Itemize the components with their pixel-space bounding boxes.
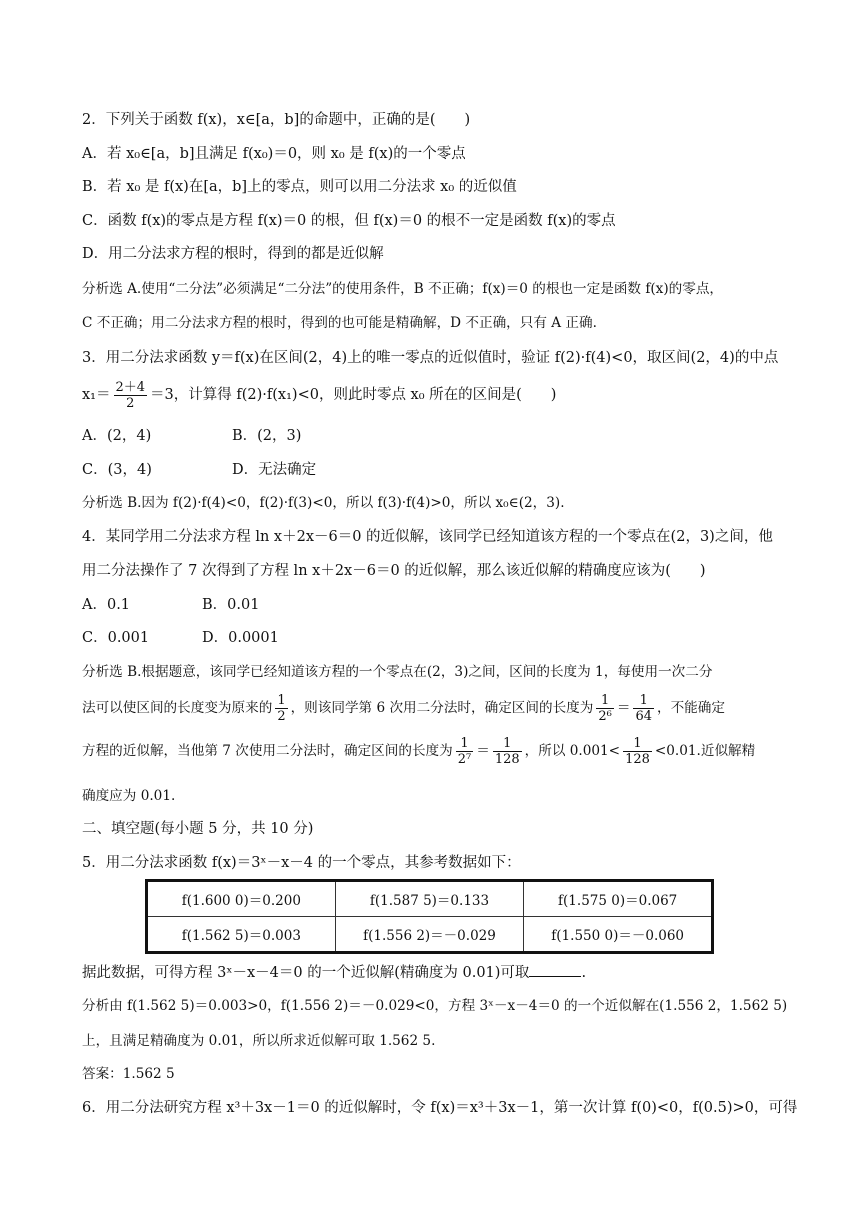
fraction-numerator: 1 xyxy=(596,693,613,709)
q4-stem-line1: 4．某同学用二分法求方程 ln x＋2x－6＝0 的近似解，该同学已经知道该方程的一个零点在(2，3)之间，他 xyxy=(82,529,773,545)
table-cell: f(1.562 5)＝0.003 xyxy=(147,917,336,953)
q4-options-row1 xyxy=(82,594,790,616)
q5-analysis-line1: 分析由 f(1.562 5)＝0.003>0，f(1.556 2)＝－0.029<0，方程 3ˣ－x－4＝0 的一个近似解在(1.556 2，1.562 5) xyxy=(82,998,788,1014)
section-heading: 二、填空题(每小题 5 分，共 10 分) xyxy=(82,821,314,837)
q2-analysis-line2: C 不正确；用二分法求方程的根时，得到的也可能是精确解，D 不正确，只有 A 正确. xyxy=(82,315,597,331)
q4-analysis-text: 法可以使区间的长度变为原来的 xyxy=(82,700,273,716)
q3-option-a: A．(2，4) xyxy=(82,428,152,444)
fraction-denominator: 2⁷ xyxy=(457,752,472,767)
q3-option-b: B．(2，3) xyxy=(232,428,302,444)
fraction-numerator: 1 xyxy=(623,736,652,752)
q3-x1-label: x₁＝ xyxy=(82,387,111,403)
answer-blank xyxy=(529,962,581,977)
fraction-numerator: 1 xyxy=(633,693,654,709)
q4-options-row2 xyxy=(82,627,790,649)
q2-stem: 2．下列关于函数 f(x)，x∈[a，b]的命题中，正确的是( ) xyxy=(82,112,471,128)
q3-options-row2 xyxy=(82,459,790,481)
table-row xyxy=(147,917,713,953)
q4-analysis-line3 xyxy=(82,733,790,769)
fraction-numerator: 1 xyxy=(493,736,522,752)
q6-stem: 6．用二分法研究方程 x³＋3x－1＝0 的近似解时，令 f(x)＝x³＋3x－1，第一次计算 f(0)<0，f(0.5)>0，可得 xyxy=(82,1100,798,1116)
q3-stem-tail: ＝3，计算得 f(2)·f(x₁)<0，则此时零点 x₀ 所在的区间是( ) xyxy=(150,387,557,403)
table-row xyxy=(147,881,713,917)
q5-answer: 答案：1.562 5 xyxy=(82,1066,175,1082)
q4-analysis-text: ，所以 0.001< xyxy=(524,743,621,759)
q3-midpoint-fraction xyxy=(114,380,148,411)
q3-analysis: 分析选 B.因为 f(2)·f(4)<0，f(2)·f(3)<0，所以 f(3)·f(4)>0，所以 x₀∈(2，3). xyxy=(82,495,565,511)
q4-analysis-text: <0.01.近似解精 xyxy=(654,743,756,759)
fraction-denominator: 2⁶ xyxy=(598,709,612,724)
q4-analysis-text: ，则该同学第 6 次用二分法时，确定区间的长度为 xyxy=(290,700,594,716)
q5-question-text: 据此数据，可得方程 3ˣ－x－4＝0 的一个近似解(精确度为 0.01)可取 xyxy=(82,965,530,981)
q4-analysis-line4: 确度应为 0.01. xyxy=(82,788,176,804)
q4-stem-line2: 用二分法操作了 7 次得到了方程 ln x＋2x－6＝0 的近似解，那么该近似解的精确度应该为( ) xyxy=(82,563,706,579)
table-cell: f(1.556 2)＝－0.029 xyxy=(335,917,524,953)
table-cell: f(1.550 0)＝－0.060 xyxy=(524,917,713,953)
equals-sign: ＝ xyxy=(616,700,631,716)
q2-option-a: A．若 x₀∈[a，b]且满足 f(x₀)＝0，则 x₀ 是 f(x)的一个零点 xyxy=(82,146,466,162)
fraction-denominator: 2 xyxy=(277,709,286,724)
q5-question-end: . xyxy=(581,965,587,981)
table-cell: f(1.587 5)＝0.133 xyxy=(335,881,524,917)
fraction-denominator: 128 xyxy=(494,752,520,767)
q2-option-c: C．函数 f(x)的零点是方程 f(x)＝0 的根，但 f(x)＝0 的根不一定是函数 f(x)的零点 xyxy=(82,213,616,229)
table-cell: f(1.600 0)＝0.200 xyxy=(147,881,336,917)
fraction-denominator: 128 xyxy=(625,752,650,767)
equals-sign: ＝ xyxy=(476,743,490,759)
q4-option-c: C．0.001 xyxy=(82,630,150,646)
q4-analysis-line2 xyxy=(82,690,790,726)
q4-analysis-line1: 分析选 B.根据题意，该同学已经知道该方程的一个零点在(2，3)之间，区间的长度为 1，每使用一次二分 xyxy=(82,664,713,680)
fraction-denominator: 64 xyxy=(635,709,652,724)
q4-option-d: D．0.0001 xyxy=(202,630,279,646)
fraction-one-over-2-pow-6 xyxy=(596,693,613,724)
q5-stem: 5．用二分法求函数 f(x)＝3ˣ－x－4 的一个零点，其参考数据如下： xyxy=(82,855,521,871)
q3-options-row1 xyxy=(82,425,790,447)
fraction-denominator: 2 xyxy=(126,395,135,411)
q4-analysis-text: ，不能确定 xyxy=(656,700,725,716)
q5-analysis-line2: 上，且满足精确度为 0.01，所以所求近似解可取 1.562 5. xyxy=(82,1033,436,1049)
fraction-numerator: 1 xyxy=(277,693,286,708)
q4-analysis-text: 方程的近似解，当他第 7 次使用二分法时，确定区间的长度为 xyxy=(82,743,453,759)
table-cell: f(1.575 0)＝0.067 xyxy=(524,881,713,917)
q5-data-table xyxy=(145,879,714,954)
fraction-one-over-128 xyxy=(493,736,522,767)
q4-option-b: B．0.01 xyxy=(202,597,260,613)
fraction-one-over-64 xyxy=(633,693,654,724)
q5-question-line xyxy=(82,962,790,984)
q3-option-d: D．无法确定 xyxy=(232,462,317,478)
q2-option-d: D．用二分法求方程的根时，得到的都是近似解 xyxy=(82,246,384,262)
q3-stem-line1: 3．用二分法求函数 y＝f(x)在区间(2，4)上的唯一零点的近似值时，验证 f(2)·f(4)<0，取区间(2，4)的中点 xyxy=(82,350,779,366)
q2-option-b: B．若 x₀ 是 f(x)在[a，b]上的零点，则可以用二分法求 x₀ 的近似值 xyxy=(82,179,517,195)
fraction-numerator: 2＋4 xyxy=(115,379,146,395)
q4-option-a: A．0.1 xyxy=(82,597,131,613)
fraction-one-over-2-pow-7 xyxy=(456,736,473,767)
fraction-numerator: 1 xyxy=(456,736,473,752)
fraction-one-over-128 xyxy=(623,736,652,767)
q3-option-c: C．(3，4) xyxy=(82,462,152,478)
fraction-one-half xyxy=(275,693,287,724)
q3-stem-line2 xyxy=(82,378,790,412)
q2-analysis-line1: 分析选 A.使用“二分法”必须满足“二分法”的使用条件，B 不正确；f(x)＝0 的根也一定是函数 f(x)的零点， xyxy=(82,281,724,297)
